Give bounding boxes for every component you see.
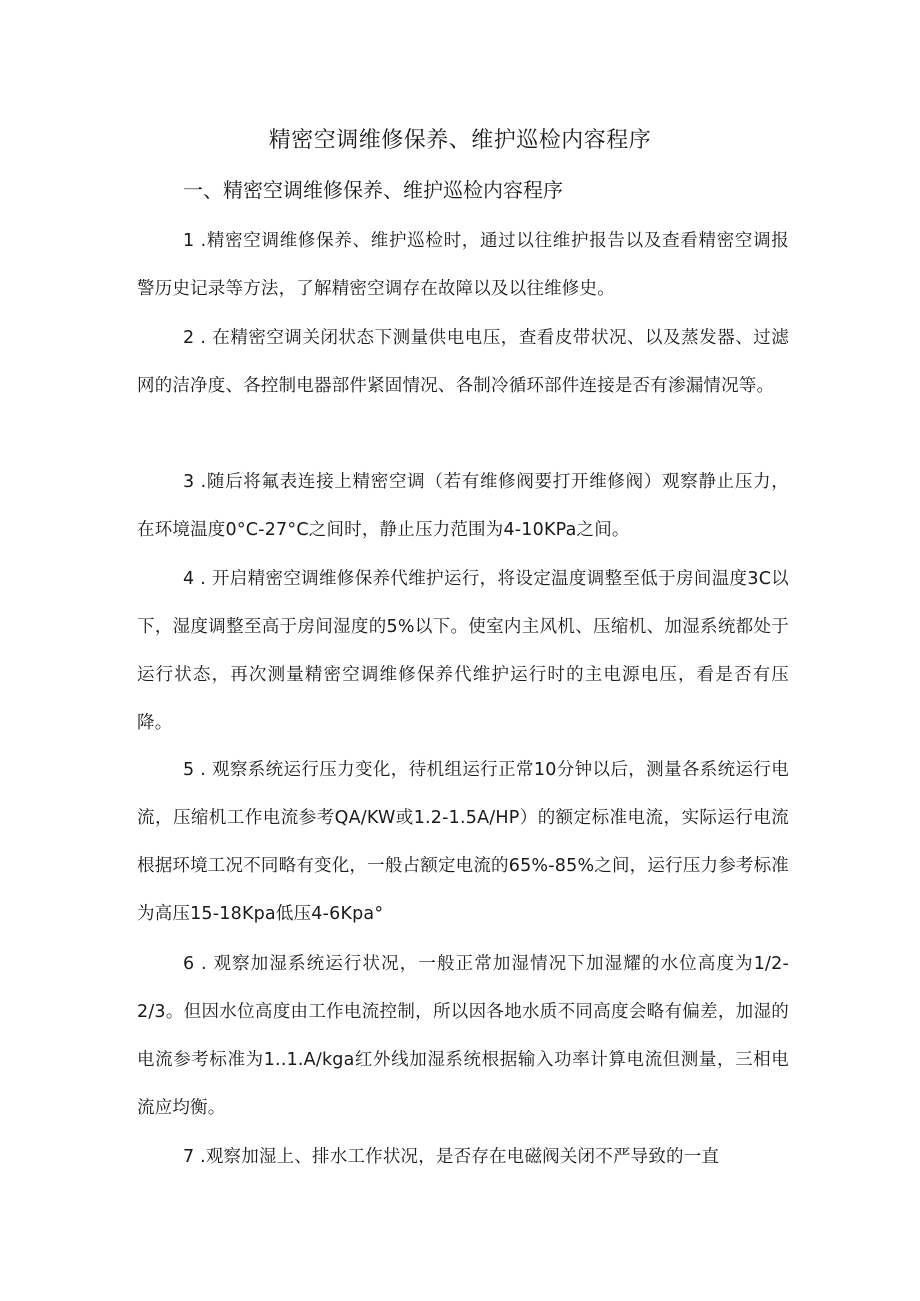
paragraph-2: 2 . 在精密空调关闭状态下测量供电电压，查看皮带状况、以及蒸发器、过滤网的洁净度、各控制电器部件紧固情况、各制冷循环部件连接是否有渗漏情况等。: [137, 328, 789, 396]
section-heading: 一、精密空调维修保养、维护巡检内容程序: [183, 178, 563, 202]
paragraph-4: 4 . 开启精密空调维修保养代维护运行，将设定温度调整至低于房间温度3C以下，湿度调整至高于房间湿度的5%以下。使室内主风机、压缩机、加湿系统都处于运行状态，再次测量精密空调维修保养代维护运行时的主电源电压，看是否有压降。: [137, 569, 789, 733]
document-title: 精密空调维修保养、维护巡检内容程序: [268, 128, 652, 153]
paragraph-6: 6 . 观察加湿系统运行状况，一般正常加湿情况下加湿耀的水位高度为1/2-2/3。但因水位高度由工作电流控制，所以因各地水质不同高度会略有偏差，加湿的电流参考标准为1..1.A∕kga红外线加湿系统根据输入功率计算电流但测量，三相电流应均衡。: [137, 954, 789, 1118]
paragraph-5: 5 . 观察系统运行压力变化，待机组运行正常10分钟以后，测量各系统运行电流，压缩机工作电流参考QA/KW或1.2-1.5A/HP）的额定标准电流，实际运行电流根据环境工况不同略有变化，一般占额定电流的65%-85%之间，运行压力参考标准为高压15-18Kpa低压4-6Kpa°: [137, 760, 789, 924]
paragraph-3: 3 .随后将氟表连接上精密空调（若有维修阀要打开维修阀）观察静止压力，在环境温度0°C-27°C之间时，静止压力范围为4-10KPa之间。: [137, 472, 789, 540]
paragraph-1: 1 .精密空调维修保养、维护巡检时，通过以往维护报告以及查看精密空调报警历史记录等方法，了解精密空调存在故障以及以往维修史。: [137, 231, 789, 299]
paragraph-7: 7 .观察加湿上、排水工作状况，是否存在电磁阀关闭不严导致的一直: [183, 1147, 720, 1167]
